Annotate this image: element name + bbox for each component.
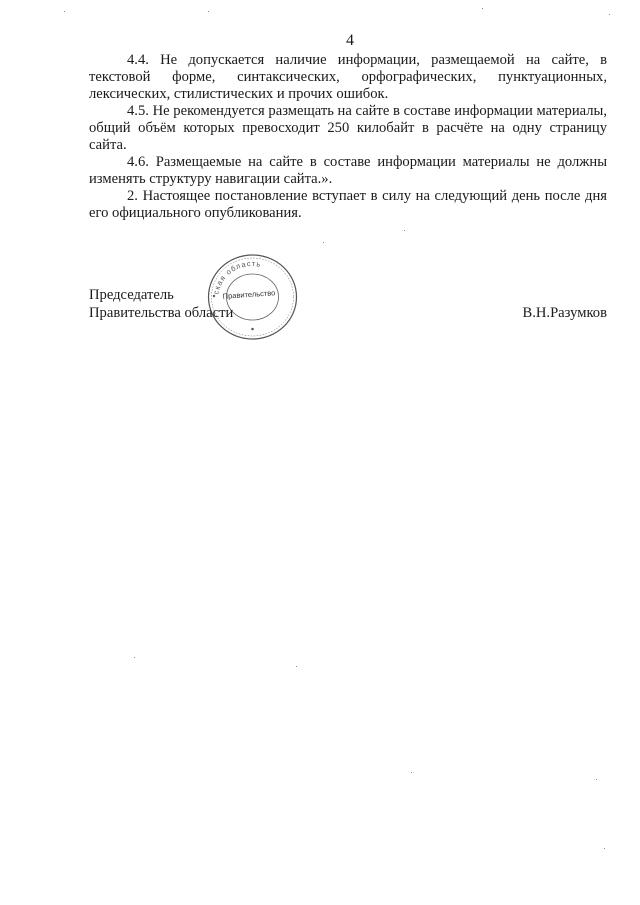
scan-speck <box>482 8 483 9</box>
scan-speck <box>411 772 412 773</box>
signatory-name: В.Н.Разумков <box>522 305 607 321</box>
scan-speck <box>604 848 605 849</box>
scan-speck <box>609 14 610 15</box>
signatory-title-line2: Правительства области <box>89 305 234 321</box>
seal-ring-text: ская область <box>211 258 263 296</box>
document-body <box>89 52 607 222</box>
scan-speck <box>323 242 324 243</box>
scan-speck <box>208 11 209 12</box>
seal-center-text: Правительство <box>222 288 276 301</box>
scan-speck <box>596 779 597 780</box>
paragraph-4-6: 4.6. Размещаемые на сайте в составе информации материалы не должны изменять структуру навигации сайта.». <box>89 154 607 187</box>
scan-speck <box>64 11 65 12</box>
scan-speck <box>134 657 135 658</box>
paragraph-2: 2. Настоящее постановление вступает в силу на следующий день после дня его официального опубликования. <box>89 188 607 221</box>
page-number: 4 <box>346 32 354 49</box>
scan-speck <box>296 666 297 667</box>
paragraph-4-5: 4.5. Не рекомендуется размещать на сайте в составе информации материалы, общий объём которых превосходит 250 килобайт в расчёте на одну страницу сайта. <box>89 103 607 153</box>
signatory-title-line1: Председатель <box>89 287 174 303</box>
scan-speck <box>404 230 405 231</box>
paragraph-4-4: 4.4. Не допускается наличие информации, размещаемой на сайте, в текстовой форме, синтаксических, орфографических, пунктуационных, лексических, стилистических и прочих ошибок. <box>89 52 607 102</box>
